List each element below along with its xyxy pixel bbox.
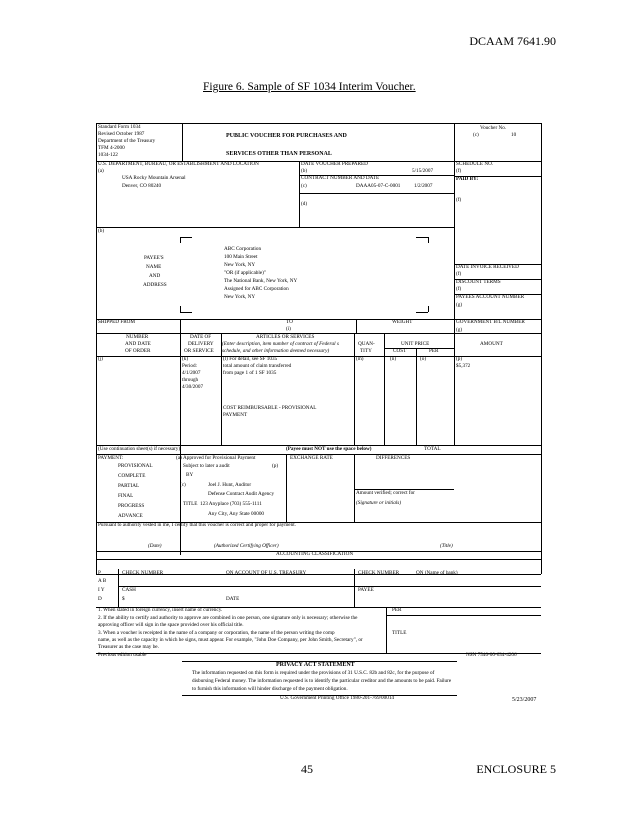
note-2: 2. If the ability to certify and authority to approve are combined in one person, one signature only is necessary; otherwise the bbox=[98, 615, 358, 621]
f-label: (f) bbox=[456, 271, 462, 277]
signature-initials-label: (Signature or initials) bbox=[356, 500, 402, 506]
col-quantity-header: TITY bbox=[360, 348, 372, 354]
treasury-label: ON ACCOUNT OF U.S. TREASURY bbox=[226, 570, 307, 576]
cost-line: PAYMENT bbox=[223, 412, 248, 418]
col-unit-price-header: UNIT PRICE bbox=[401, 341, 430, 347]
c-label-2: (c) bbox=[180, 482, 186, 488]
differences-label: DIFFERENCES bbox=[376, 455, 411, 461]
d-label: (d) bbox=[301, 201, 308, 207]
col-number-header: OF ORDER bbox=[125, 348, 151, 354]
title-caption: (Title) bbox=[440, 543, 453, 549]
date-invoice-label: DATE INVOICE RECEIVED bbox=[456, 264, 519, 270]
check-number-label: CHECK NUMBER bbox=[122, 570, 164, 576]
enclosure-label: ENCLOSURE 5 bbox=[476, 762, 556, 776]
privacy-line: disbursing Federal money. The information requested is to identify the particular creditor and the amounts to be paid. Failure bbox=[192, 678, 452, 684]
contract-date: 1/2/2007 bbox=[414, 183, 433, 189]
col-articles-header: ARTICLES OR SERVICES bbox=[256, 334, 315, 340]
auditor-city: Any City, Any State 00000 bbox=[208, 511, 265, 517]
side-letter: P bbox=[98, 570, 101, 576]
bottom-date: 5/23/2007 bbox=[512, 697, 537, 703]
payee-not-use-note: (Payee must NOT use the space below) bbox=[286, 446, 372, 452]
col-articles-header: schedule, and other information deemed necessary) bbox=[222, 348, 330, 354]
approved-label: Approved for Provisional Payment bbox=[183, 455, 256, 461]
b-label: (b) bbox=[301, 168, 308, 174]
dollar-sign: $ bbox=[122, 596, 125, 602]
n-label: (n) bbox=[390, 356, 397, 362]
note-3: Treasurer as the case may be. bbox=[98, 644, 159, 650]
p-label: (p) bbox=[456, 356, 463, 362]
amount-value: $5,372 bbox=[456, 363, 471, 369]
col-per-header: PER bbox=[429, 348, 439, 354]
to-label: TO bbox=[286, 319, 293, 325]
payee-label: AND bbox=[149, 273, 161, 279]
previous-edition-note: Previous edition usable bbox=[98, 652, 147, 658]
k-label: (k) bbox=[182, 356, 189, 362]
contract-number: DAAA05-07-C-0001 bbox=[356, 183, 401, 189]
form-header-line: Standard Form 1034 bbox=[98, 124, 141, 130]
i-label: (i) bbox=[286, 326, 291, 332]
form-header-line: Revised October 1987 bbox=[98, 131, 145, 137]
date-prepared-label: DATE VOUCHER PREPARED bbox=[301, 161, 368, 167]
on-bank-label: ON (Name of bank) bbox=[416, 570, 458, 576]
f-label: (f) bbox=[456, 197, 462, 203]
j-label: (j) bbox=[98, 356, 103, 362]
accounting-classification-label: ACCOUNTING CLASSIFICATION bbox=[276, 551, 354, 557]
payee-line: Assigned for ABC Corporation bbox=[224, 286, 289, 292]
row-l-detail: (l) For detail, see SF 1035 bbox=[223, 356, 278, 362]
period-line: 4/30/2007 bbox=[182, 384, 204, 390]
certifying-officer-caption: (Authorized Certifying Officer) bbox=[214, 543, 279, 549]
voucher-no-value: 10 bbox=[511, 132, 517, 138]
total-label: TOTAL bbox=[424, 446, 441, 452]
auditor-agency: Defense Contract Audit Agency bbox=[208, 491, 275, 497]
period-line: through bbox=[182, 377, 199, 383]
note-2: approving officer will sign in the space provided over his official title. bbox=[98, 622, 244, 628]
col-number-header: NUMBER bbox=[126, 334, 149, 340]
cash-label: CASH bbox=[122, 587, 136, 593]
payment-item-partial: PARTIAL bbox=[118, 483, 140, 489]
schedule-no-label: SCHEDULE NO. bbox=[456, 161, 494, 167]
f-label: (f) bbox=[456, 286, 462, 292]
gpo-line: U.S. Government Printing Office 1980-201-769/00014 bbox=[280, 695, 395, 701]
date-caption: (Date) bbox=[148, 543, 162, 549]
privacy-title: PRIVACY ACT STATEMENT bbox=[276, 662, 355, 668]
page-number: 45 bbox=[301, 762, 313, 776]
payee-line: New York, NY bbox=[224, 294, 256, 300]
payee-line: 100 Main Street bbox=[224, 254, 258, 260]
m-label: (m) bbox=[356, 356, 364, 362]
form-subtitle: SERVICES OTHER THAN PERSONAL bbox=[226, 151, 332, 157]
weight-label: WEIGHT bbox=[392, 319, 413, 325]
note-3: 3. When a voucher is receipted in the name of a company or corporation, the name of the person writing the comp bbox=[98, 630, 335, 636]
payee-label: ADDRESS bbox=[143, 282, 167, 288]
side-letter: I Y bbox=[98, 587, 105, 593]
f-label: (f) bbox=[456, 168, 462, 174]
col-date-header: OR SERVICE bbox=[184, 348, 214, 354]
exchange-rate-label: EXCHANGE RATE bbox=[290, 455, 333, 461]
col-date-header: DELIVERY bbox=[188, 341, 214, 347]
dept-label: U.S. DEPARTMENT, BUREAU, OR ESTABLISHMENT AND LOCATION bbox=[98, 161, 259, 167]
figure-caption: Figure 6. Sample of SF 1034 Interim Voucher. bbox=[203, 81, 416, 93]
privacy-line: to furnish this information will hinder discharge of the payment obligation. bbox=[192, 686, 348, 692]
privacy-line: The information requested on this form is required under the provisions of 31 U.S.C. 82b and 82c, for the purpose of bbox=[192, 670, 435, 676]
payee-label-2: PAYEE bbox=[358, 587, 374, 593]
a-label: (a) bbox=[98, 168, 104, 174]
contract-label: CONTRACT NUMBER AND DATE bbox=[301, 175, 380, 181]
payee-line: New York, NY bbox=[224, 262, 256, 268]
col-date-header: DATE OF bbox=[190, 334, 212, 340]
period-line: Period: bbox=[182, 363, 197, 369]
side-letter: D bbox=[98, 596, 102, 602]
form-title: PUBLIC VOUCHER FOR PURCHASES AND bbox=[226, 133, 347, 139]
amount-verified-label: Amount verified; correct for bbox=[356, 490, 415, 496]
payee-line: The National Bank, New York, NY bbox=[224, 278, 298, 284]
voucher-no-label: Voucher No. bbox=[480, 125, 507, 131]
a-label-2: (a) bbox=[176, 455, 182, 461]
payee-label: PAYEE'S bbox=[144, 255, 164, 261]
side-letter: A B bbox=[98, 578, 107, 584]
dept-city: Denver, CO 80240 bbox=[122, 183, 162, 189]
period-line: 4/1/2007 bbox=[182, 370, 201, 376]
shipped-from-label: SHIPPED FROM bbox=[98, 319, 136, 325]
payment-item-final: FINAL bbox=[118, 493, 134, 499]
title-label: TITLE bbox=[183, 501, 198, 507]
nsn-number: NSN 7540-00-634-4206 bbox=[466, 652, 517, 658]
certify-text: Pursuant to authority vested in me, I certify that this voucher is correct and proper for payment. bbox=[98, 522, 296, 528]
col-cost-header: COST bbox=[393, 348, 407, 354]
document-reference: DCAAM 7641.90 bbox=[469, 34, 556, 48]
cost-line: COST REIMBURSABLE - PROVISIONAL bbox=[223, 405, 317, 411]
payment-item-provisional: PROVISIONAL bbox=[118, 463, 153, 469]
payment-label: PAYMENT: bbox=[98, 455, 124, 461]
subject-audit-label: Subject to later a audit bbox=[183, 463, 230, 469]
p-label-2: (p) bbox=[272, 463, 279, 469]
note-3: name, as well as the capacity in which he signs, must appear. For example, "John Doe Company, per John Smith, Secretary", or bbox=[98, 637, 363, 643]
payee-line: ABC Corporation bbox=[224, 246, 262, 252]
col-number-header: AND DATE bbox=[125, 341, 151, 347]
payee-label: NAME bbox=[146, 264, 162, 270]
b-label-2: (b) bbox=[98, 228, 105, 234]
auditor-name: Joel J. Hunt, Auditor bbox=[208, 482, 252, 488]
form-header-line: Department of the Treasury bbox=[98, 138, 156, 144]
col-amount-header: AMOUNT bbox=[480, 341, 503, 347]
payment-item-progress: PROGRESS bbox=[118, 503, 145, 509]
form-header-line: 1034-122 bbox=[98, 152, 118, 158]
c-label: (c) bbox=[301, 183, 307, 189]
discount-label: DISCOUNT TERMS bbox=[456, 279, 501, 285]
g-label: (g) bbox=[456, 327, 463, 333]
payment-item-complete: COMPLETE bbox=[118, 473, 146, 479]
article-line: from page 1 of 1 SF 1035 bbox=[223, 370, 277, 376]
dept-name: USA Rocky Mountain Arsenal bbox=[122, 175, 186, 181]
per-label: PER bbox=[392, 607, 402, 613]
auditor-address: 123 Anyplace (703) 555-1111 bbox=[200, 501, 262, 507]
col-articles-header: (Enter description, item number of contract of Federal s bbox=[222, 341, 339, 347]
col-quantity-header: QUAN- bbox=[358, 341, 375, 347]
payees-account-label: PAYEES ACCOUNT NUMBER bbox=[456, 294, 525, 300]
g-label: (g) bbox=[456, 302, 463, 308]
title-label-2: TITLE bbox=[392, 630, 407, 636]
payee-line: "OR (if applicable)" bbox=[224, 270, 266, 276]
date-prepared-value: 5/15/2007 bbox=[412, 168, 434, 174]
continuation-note: (Use continuation sheet(s) if necessary) bbox=[98, 446, 181, 452]
o-label: (o) bbox=[420, 356, 427, 362]
note-1: 1. When stated in foreign currency, insert name of currency. bbox=[98, 607, 223, 613]
date-label: DATE bbox=[226, 596, 240, 602]
voucher-no-c: (c) bbox=[473, 132, 479, 138]
form-header-line: TFM 4-2000 bbox=[98, 145, 125, 151]
payment-item-advance: ADVANCE bbox=[118, 513, 143, 519]
article-line: total amount of claim transferred bbox=[223, 363, 292, 369]
by-label: BY bbox=[186, 472, 194, 478]
paid-by-label: PAID BY: bbox=[456, 176, 479, 182]
gov-bl-label: GOVERNMENT B/L NUMBER bbox=[456, 319, 525, 325]
check-number-label-2: CHECK NUMBER bbox=[358, 570, 400, 576]
